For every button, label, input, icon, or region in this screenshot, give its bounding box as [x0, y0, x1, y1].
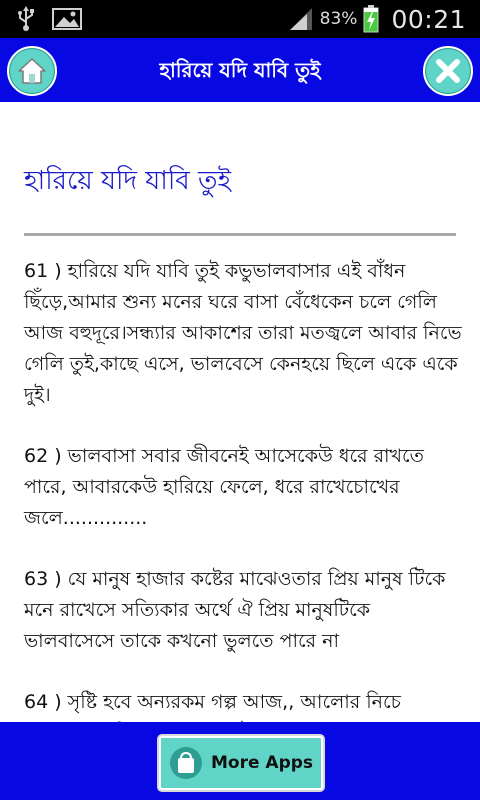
- divider: [24, 233, 456, 236]
- more-apps-button[interactable]: [159, 736, 323, 790]
- more-apps-label: More Apps: [211, 753, 314, 773]
- poem-61: 61 ) হারিয়ে যদি যাবি তুই কভুভালবাসার এই বাঁধন ছিঁড়ে,আমার শুন্য মনের ঘরে বাসা বেঁধেকেন চলে গেলি আজ বহুদূরে।সন্ধ্যার আকাশের তারা মতজ্বলে আবার নিভে গেলি তুই,কাছে এসে, ভালবেসে কেনহয়ে ছিলে একে একে দুই।: [24, 260, 468, 406]
- poem-64: 64 ) সৃষ্টি হবে অন্যরকম গল্প আজ,, আলোর নিচে: [24, 691, 401, 713]
- title-bar: [0, 38, 480, 102]
- battery-percent: 83%: [319, 9, 358, 29]
- status-bar: [0, 0, 480, 38]
- content-heading: হারিয়ে যদি যাবি তুই: [24, 166, 232, 196]
- image-icon: [52, 7, 82, 31]
- poem-63: 63 ) যে মানুষ হাজার কষ্টের মাঝেওতার প্রিয় মানুষ টিকে মনে রাখেসে সত্যিকার অর্থে ঐ প্রিয় মানুষটিকে ভালবাসেসে তাকে কখনো ভুলতে পারে না: [24, 568, 452, 652]
- close-icon: [434, 57, 462, 85]
- battery-charging-icon: [363, 5, 379, 33]
- poem-62: 62 ) ভালবাসা সবার জীবনেই আসেকেউ ধরে রাখতে পারে, আবারকেউ হারিয়ে ফেলে, ধরে রাখেচোখের জলে..............: [24, 445, 430, 529]
- signal-icon: [288, 6, 314, 32]
- clock: 00:21: [391, 4, 466, 34]
- content-scroll-area[interactable]: [0, 102, 480, 722]
- shopping-bag-icon: [169, 746, 203, 780]
- page-title: হারিয়ে যদি যাবি তুই: [159, 58, 321, 82]
- close-button[interactable]: [423, 46, 473, 96]
- bottom-bar: [0, 722, 480, 800]
- usb-icon: [14, 6, 38, 32]
